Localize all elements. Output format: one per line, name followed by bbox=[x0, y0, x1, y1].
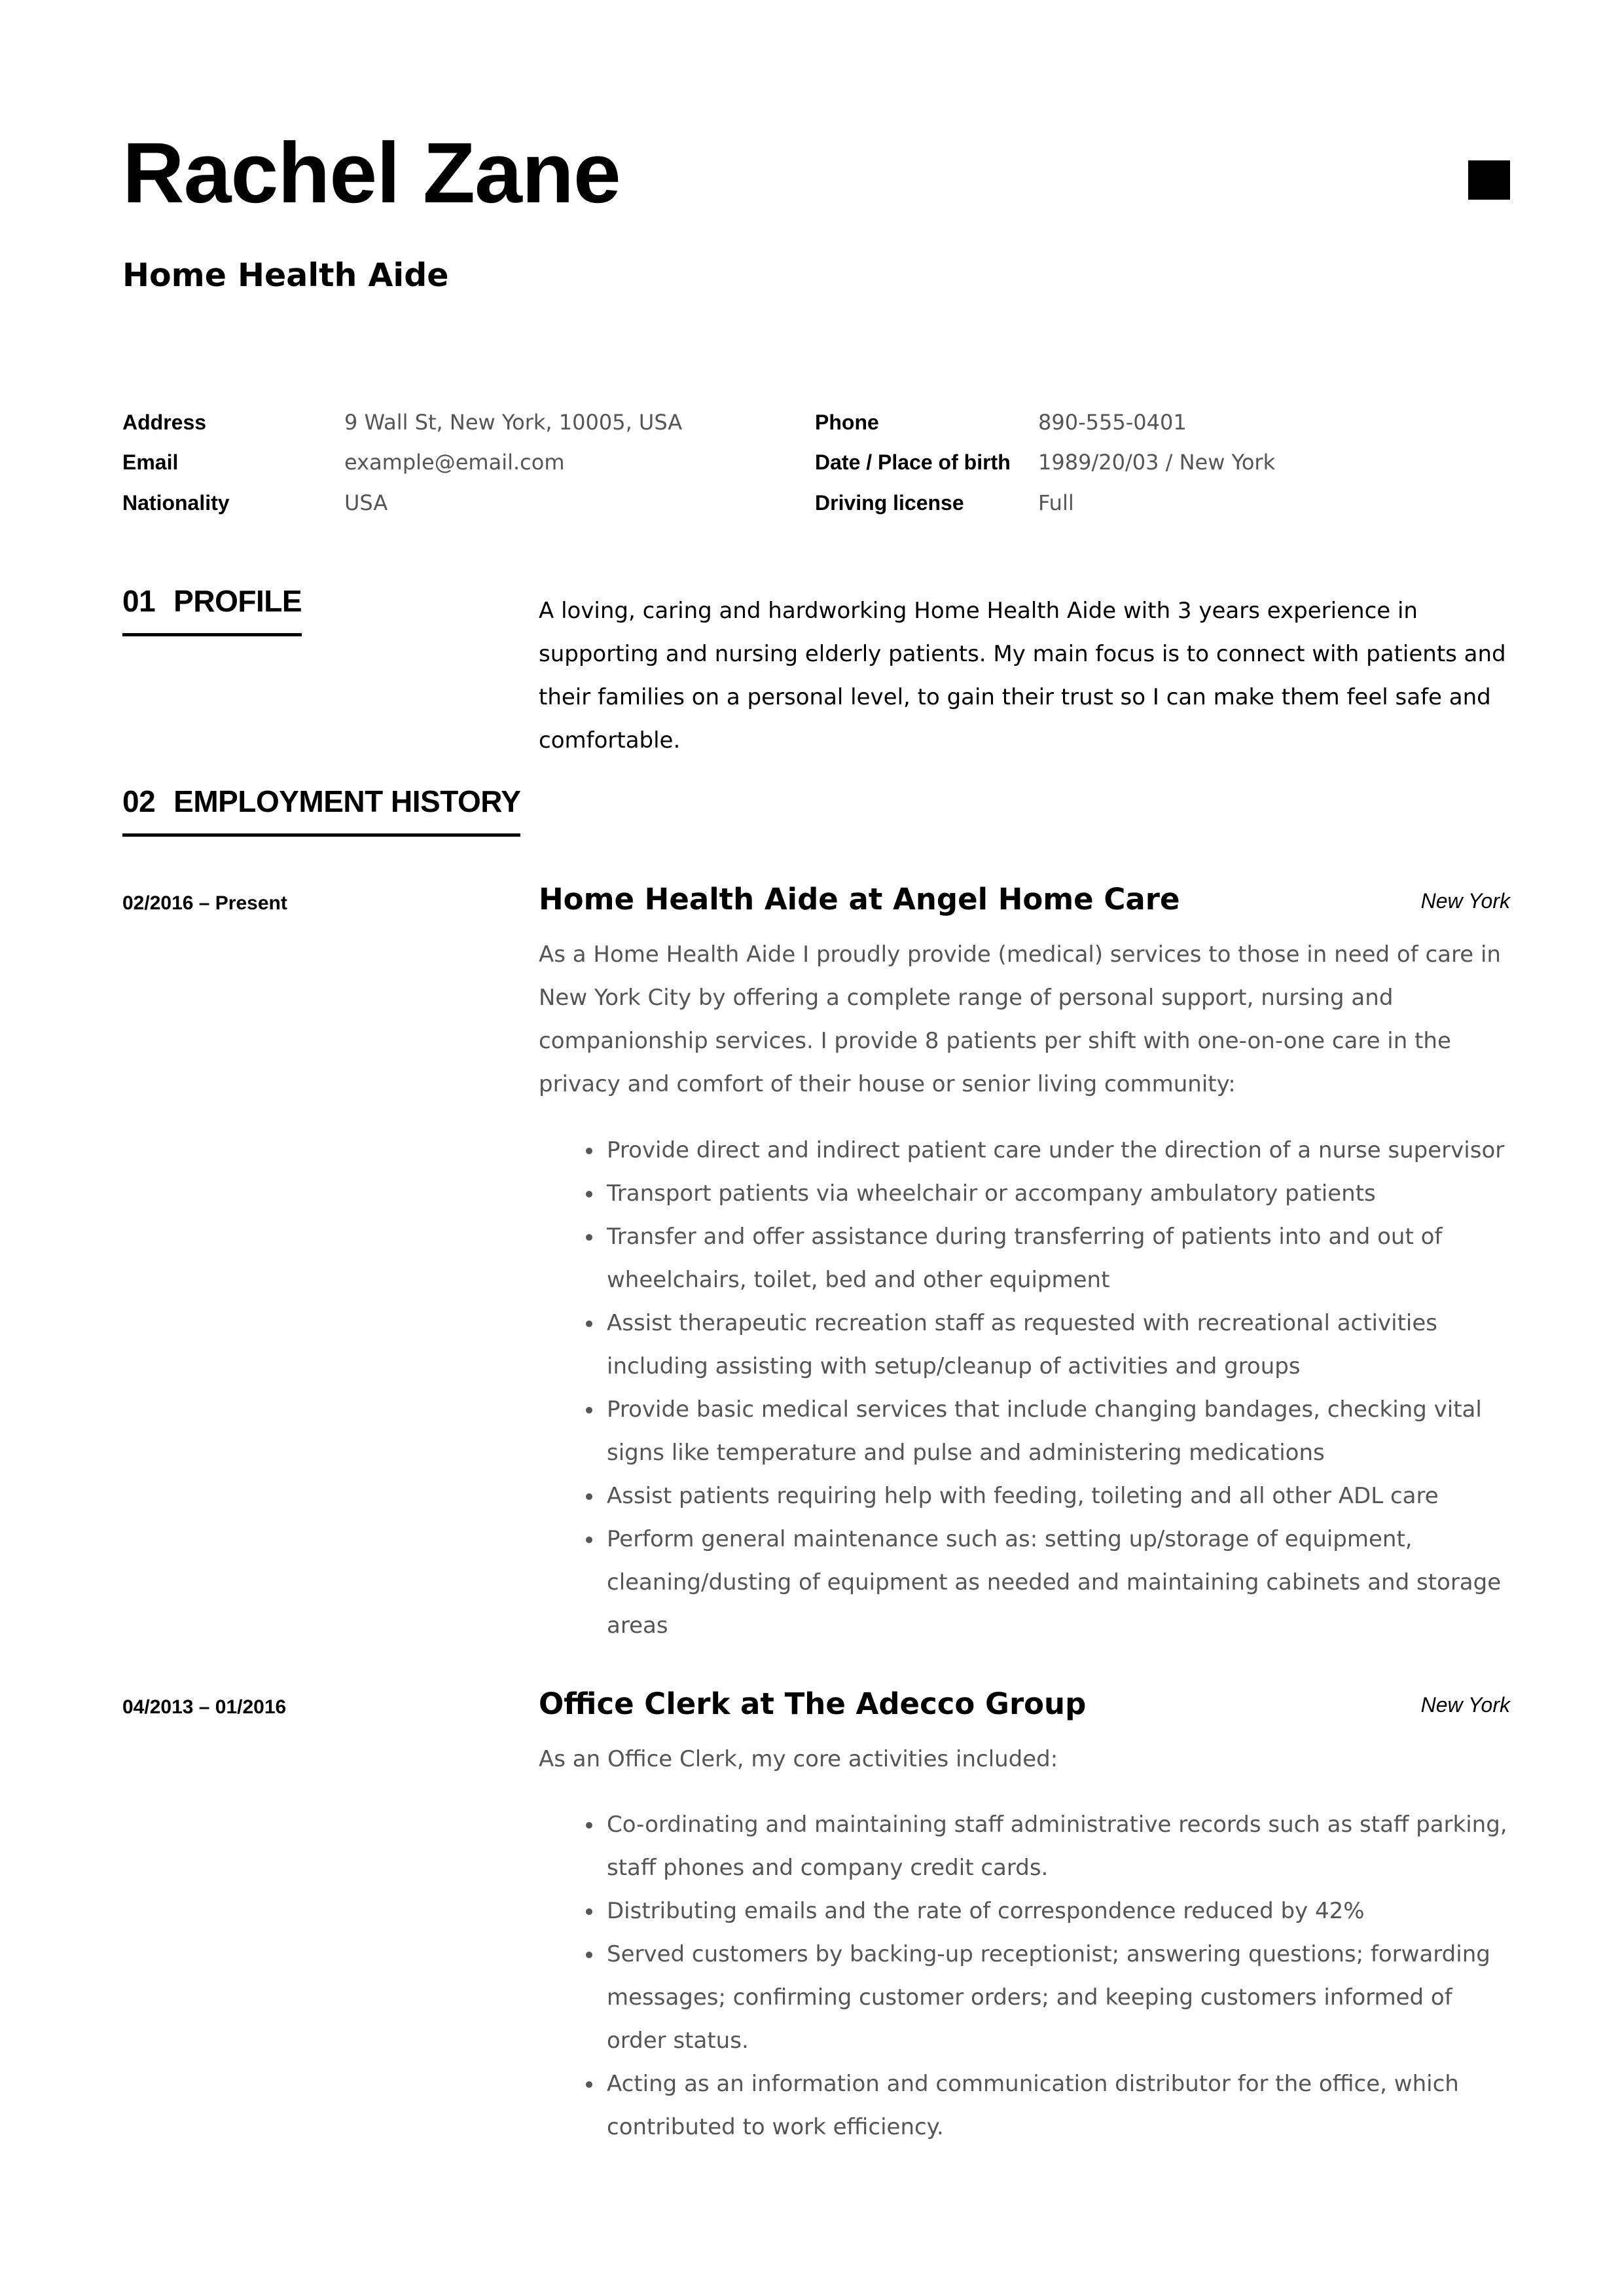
license-value: Full bbox=[1038, 490, 1074, 515]
phone-label: Phone bbox=[815, 410, 879, 434]
birth-value: 1989/20/03 / New York bbox=[1038, 450, 1276, 475]
list-item: Provide direct and indirect patient care under the direction of a nurse supervisor bbox=[539, 1129, 1507, 1172]
list-item: Transfer and offer assistance during transferring of patients into and out of wheelchairs, toilet, bed and other equipment bbox=[539, 1215, 1507, 1302]
profile-heading bbox=[122, 586, 302, 636]
employment-number: 02 bbox=[122, 784, 156, 818]
job-dates: 04/2013 – 01/2016 bbox=[122, 1696, 287, 1718]
profile-heading-text: PROFILE bbox=[173, 584, 302, 618]
list-item: Distributing emails and the rate of correspondence reduced by 42% bbox=[539, 1889, 1507, 1933]
address-label: Address bbox=[122, 410, 207, 434]
list-item: Perform general maintenance such as: setting up/storage of equipment, cleaning/dusting of equipment as needed and maintaining cabinets and storage areas bbox=[539, 1518, 1507, 1647]
candidate-name: Rachel Zane bbox=[122, 124, 621, 221]
phone-value: 890-555-0401 bbox=[1038, 410, 1187, 435]
job-location: New York bbox=[1420, 889, 1510, 913]
employment-heading-text: EMPLOYMENT HISTORY bbox=[173, 784, 521, 818]
list-item: Provide basic medical services that include changing bandages, checking vital signs like temperature and pulse and administering medications bbox=[539, 1388, 1507, 1474]
employment-heading bbox=[122, 786, 520, 837]
list-item: Transport patients via wheelchair or accompany ambulatory patients bbox=[539, 1172, 1507, 1215]
profile-text: A loving, caring and hardworking Home Health Aide with 3 years experience in supporting and nursing elderly patients. My main focus is to connect with patients and their families on a personal level, to gain their trust so I can make them feel safe and comfortable. bbox=[539, 598, 1506, 754]
birth-label: Date / Place of birth bbox=[815, 450, 1011, 474]
email-value: example@email.com bbox=[344, 450, 565, 475]
job-title: Office Clerk at The Adecco Group bbox=[539, 1686, 1087, 1721]
candidate-title: Home Health Aide bbox=[122, 257, 449, 294]
list-item: Assist therapeutic recreation staff as requested with recreational activities including assisting with setup/cleanup of activities and groups bbox=[539, 1302, 1507, 1388]
profile-number: 01 bbox=[122, 584, 156, 618]
job-title: Home Health Aide at Angel Home Care bbox=[539, 882, 1180, 917]
license-label: Driving license bbox=[815, 491, 964, 515]
job-location: New York bbox=[1420, 1693, 1510, 1717]
job-description: As a Home Health Aide I proudly provide (medical) services to those in need of care in New York City by offering a complete range of personal support, nursing and companionship services. I provide 8 patients per shift with one-on-one care in the privacy and comfort of their house or senior living community: bbox=[539, 941, 1501, 1097]
list-item: Co-ordinating and maintaining staff administrative records such as staff parking, staff phones and company credit cards. bbox=[539, 1803, 1507, 1889]
job-description: As an Office Clerk, my core activities included: bbox=[539, 1746, 1058, 1772]
address-value: 9 Wall St, New York, 10005, USA bbox=[344, 410, 683, 435]
job-bullet-list bbox=[539, 1803, 1507, 2149]
job-dates: 02/2016 – Present bbox=[122, 892, 287, 914]
nationality-label: Nationality bbox=[122, 491, 230, 515]
job-bullet-list bbox=[539, 1129, 1507, 1647]
list-item: Assist patients requiring help with feeding, toileting and all other ADL care bbox=[539, 1474, 1507, 1518]
list-item: Served customers by backing-up receptionist; answering questions; forwarding messages; confirming customer orders; and keeping customers informed of order status. bbox=[539, 1933, 1507, 2062]
list-item: Acting as an information and communication distributor for the office, which contributed to work efficiency. bbox=[539, 2062, 1507, 2149]
email-label: Email bbox=[122, 450, 179, 474]
nationality-value: USA bbox=[344, 490, 388, 515]
decorative-square-icon bbox=[1468, 160, 1510, 200]
